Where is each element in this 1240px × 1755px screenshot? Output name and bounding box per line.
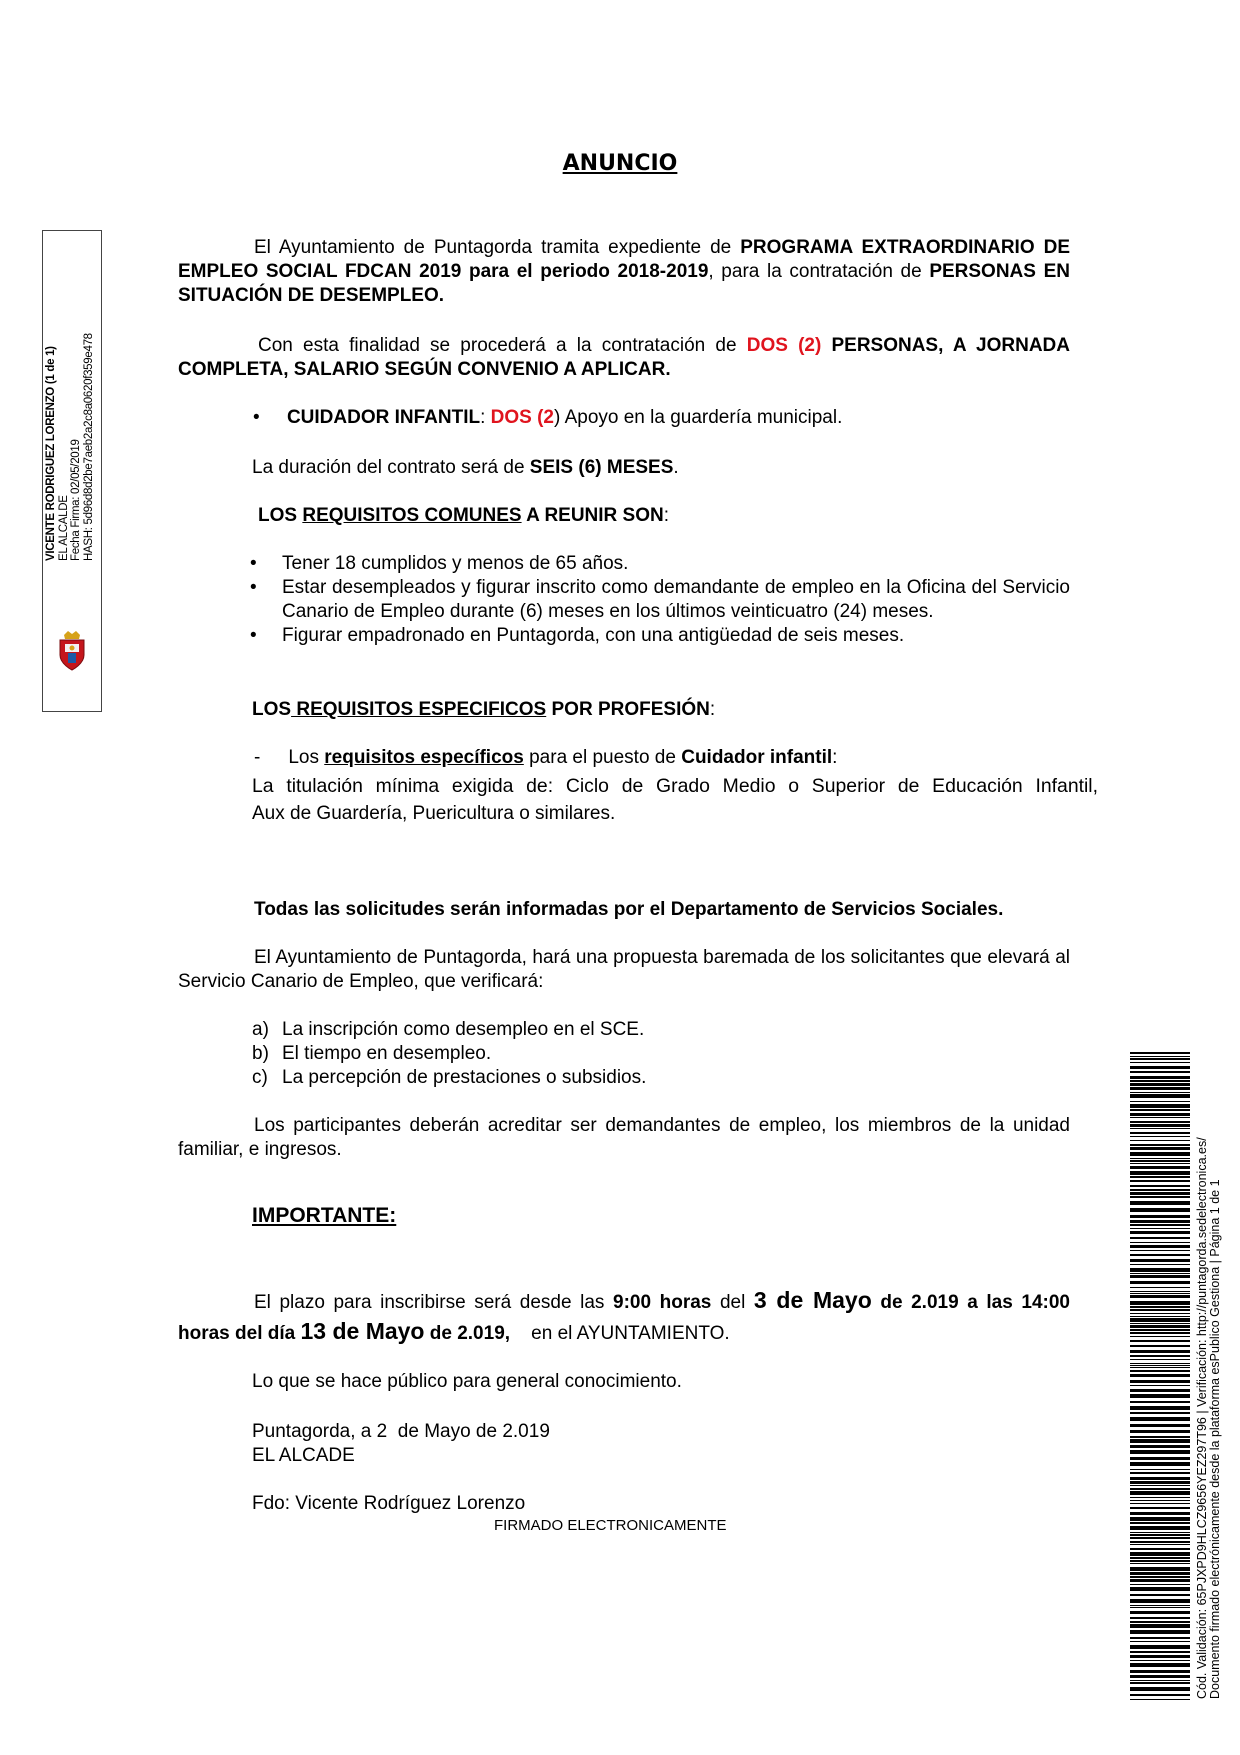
place-date: Puntagorda, a 2 de Mayo de 2.019 <box>252 1421 550 1442</box>
heading-suffix: A REUNIR SON <box>521 505 664 526</box>
start-date: 3 de Mayo <box>753 1287 872 1313</box>
end-time: de 2.019 a las 14:00 horas del día <box>178 1292 1070 1344</box>
list-label: c) <box>252 1067 268 1088</box>
hiring-text: Con esta finalidad se procederá a la contratación de <box>258 335 747 356</box>
job-separator: : <box>480 407 491 428</box>
verification-list <box>252 1018 646 1090</box>
list-label: a) <box>252 1019 269 1040</box>
job-name: CUIDADOR INFANTIL <box>286 407 481 428</box>
list-text: El tiempo en desempleo. <box>282 1043 492 1064</box>
list-item <box>252 1018 646 1042</box>
deadline-location: en el AYUNTAMIENTO. <box>510 1323 730 1344</box>
list-text: La inscripción como desempleo en el SCE. <box>282 1019 645 1040</box>
intro-text-2: , para la contratación de <box>708 261 930 282</box>
heading-suffix: POR PROFESIÓN <box>546 699 710 720</box>
heading-colon: : <box>709 699 716 720</box>
dash: - <box>254 747 261 768</box>
signature-date: Fecha Firma: 02/05/2019 <box>70 439 82 561</box>
common-requirements-heading <box>258 504 669 528</box>
page-title: ANUNCIO <box>562 151 678 176</box>
electronic-signature-note: FIRMADO ELECTRONICAMENTE <box>494 1517 727 1534</box>
important-heading: IMPORTANTE: <box>252 1204 397 1227</box>
hiring-paragraph <box>178 334 1070 382</box>
public-notice-line: Lo que se hace público para general conocimiento. <box>252 1371 682 1392</box>
deadline-paragraph <box>178 1286 1070 1348</box>
signer-name: VICENTE RODRIGUEZ LORENZO (1 de 1) <box>45 346 57 561</box>
list-item: • Figurar empadronado en Puntagorda, con una antigüedad de seis meses. <box>248 624 1070 648</box>
signer-title: EL ALCADE <box>252 1445 355 1466</box>
end-date: 13 de Mayo <box>300 1318 425 1344</box>
start-time: 9:00 horas <box>613 1292 712 1313</box>
bullet: • <box>253 407 260 428</box>
signature-stamp-text <box>45 231 95 561</box>
deadline-text-2: del <box>711 1292 754 1313</box>
specific-text-2: para el puesto de <box>523 747 682 768</box>
heading-underlined: REQUISITOS ESPECIFICOS <box>291 699 547 720</box>
intro-paragraph <box>178 236 1070 308</box>
signature-stamp <box>42 230 102 712</box>
proposal-paragraph: El Ayuntamiento de Puntagorda, hará una propuesta baremada de los solicitantes que elevará al Servicio Canario de Empleo, que verificará: <box>178 947 1070 992</box>
program-name: PROGRAMA EXTRAORDINARIO DE EMPLEO SOCIAL FDCAN 2019 para el periodo 2018-2019 <box>178 237 1070 282</box>
municipal-crest-icon <box>55 631 89 671</box>
signature-line: Fdo: Vicente Rodríguez Lorenzo <box>252 1493 526 1514</box>
heading-prefix: LOS <box>258 505 303 526</box>
contract-duration <box>252 456 679 480</box>
list-item: • Tener 18 cumplidos y menos de 65 años. <box>248 552 1070 576</box>
list-item <box>252 1042 646 1066</box>
list-item: • Estar desempleados y figurar inscrito como demandante de empleo en la Oficina del Servicio Canario de Empleo durante (6) meses en los últimos veinticuatro (24) meses. <box>248 576 1070 624</box>
hiring-conditions: PERSONAS, A JORNADA COMPLETA, SALARIO SEGÚN CONVENIO A APLICAR. <box>178 335 1070 380</box>
qualification-line-2: Aux de Guardería, Puericultura o similares. <box>252 803 616 824</box>
position-name: Cuidador infantil <box>681 747 833 768</box>
validation-text <box>1196 1099 1222 1699</box>
validation-platform: Documento firmado electrónicamente desde la plataforma esPublico Gestiona | Página 1 de 1 <box>1208 1179 1222 1699</box>
colon: : <box>832 747 838 768</box>
common-requirements-list <box>248 552 1070 648</box>
intro-text: El Ayuntamiento de Puntagorda tramita expediente de <box>254 237 741 258</box>
duration-text: La duración del contrato será de <box>252 457 530 478</box>
signer-role: EL ALCALDE <box>57 495 70 561</box>
list-text: La percepción de prestaciones o subsidios. <box>282 1067 647 1088</box>
participants-paragraph: Los participantes deberán acreditar ser demandantes de empleo, los miembros de la unidad familiar, e ingresos. <box>178 1115 1070 1160</box>
list-label: b) <box>252 1043 269 1064</box>
specific-text: Los <box>288 747 325 768</box>
heading-underlined: REQUISITOS COMUNES <box>302 505 522 526</box>
signature-hash: HASH: 5d96d8d2be7aeb2a2c8a0620f359e478 <box>82 333 95 561</box>
applications-paragraph: Todas las solicitudes serán informadas por el Departamento de Servicios Sociales. <box>254 899 1004 920</box>
validation-code: Cód. Validación: 65PJXPD9HLCZ9656YEZ297T96 | Verificación: http://puntagorda.sedelectronica.es/ <box>1195 1137 1209 1699</box>
specific-requirements-heading <box>252 698 715 722</box>
target-group: PERSONAS EN SITUACIÓN DE DESEMPLEO. <box>178 261 1070 306</box>
barcode-icon <box>1130 1052 1190 1700</box>
deadline-text: El plazo para inscribirse será desde las <box>254 1292 614 1313</box>
specific-underlined: requisitos específicos <box>324 747 524 768</box>
hiring-count: DOS (2) <box>746 335 822 356</box>
duration-period: . <box>673 457 679 478</box>
job-count: DOS (2 <box>490 407 555 428</box>
heading-colon: : <box>663 505 670 526</box>
qualification-line: La titulación mínima exigida de: Ciclo de Grado Medio o Superior de Educación Infantil, <box>252 775 1098 797</box>
job-item <box>253 406 842 430</box>
duration-value: SEIS (6) MESES <box>529 457 674 478</box>
job-description: ) Apoyo en la guardería municipal. <box>554 407 843 428</box>
list-item <box>252 1066 646 1090</box>
end-year: de 2.019, <box>424 1323 511 1344</box>
specific-requirement-line <box>254 746 837 770</box>
heading-prefix: LOS <box>252 699 292 720</box>
